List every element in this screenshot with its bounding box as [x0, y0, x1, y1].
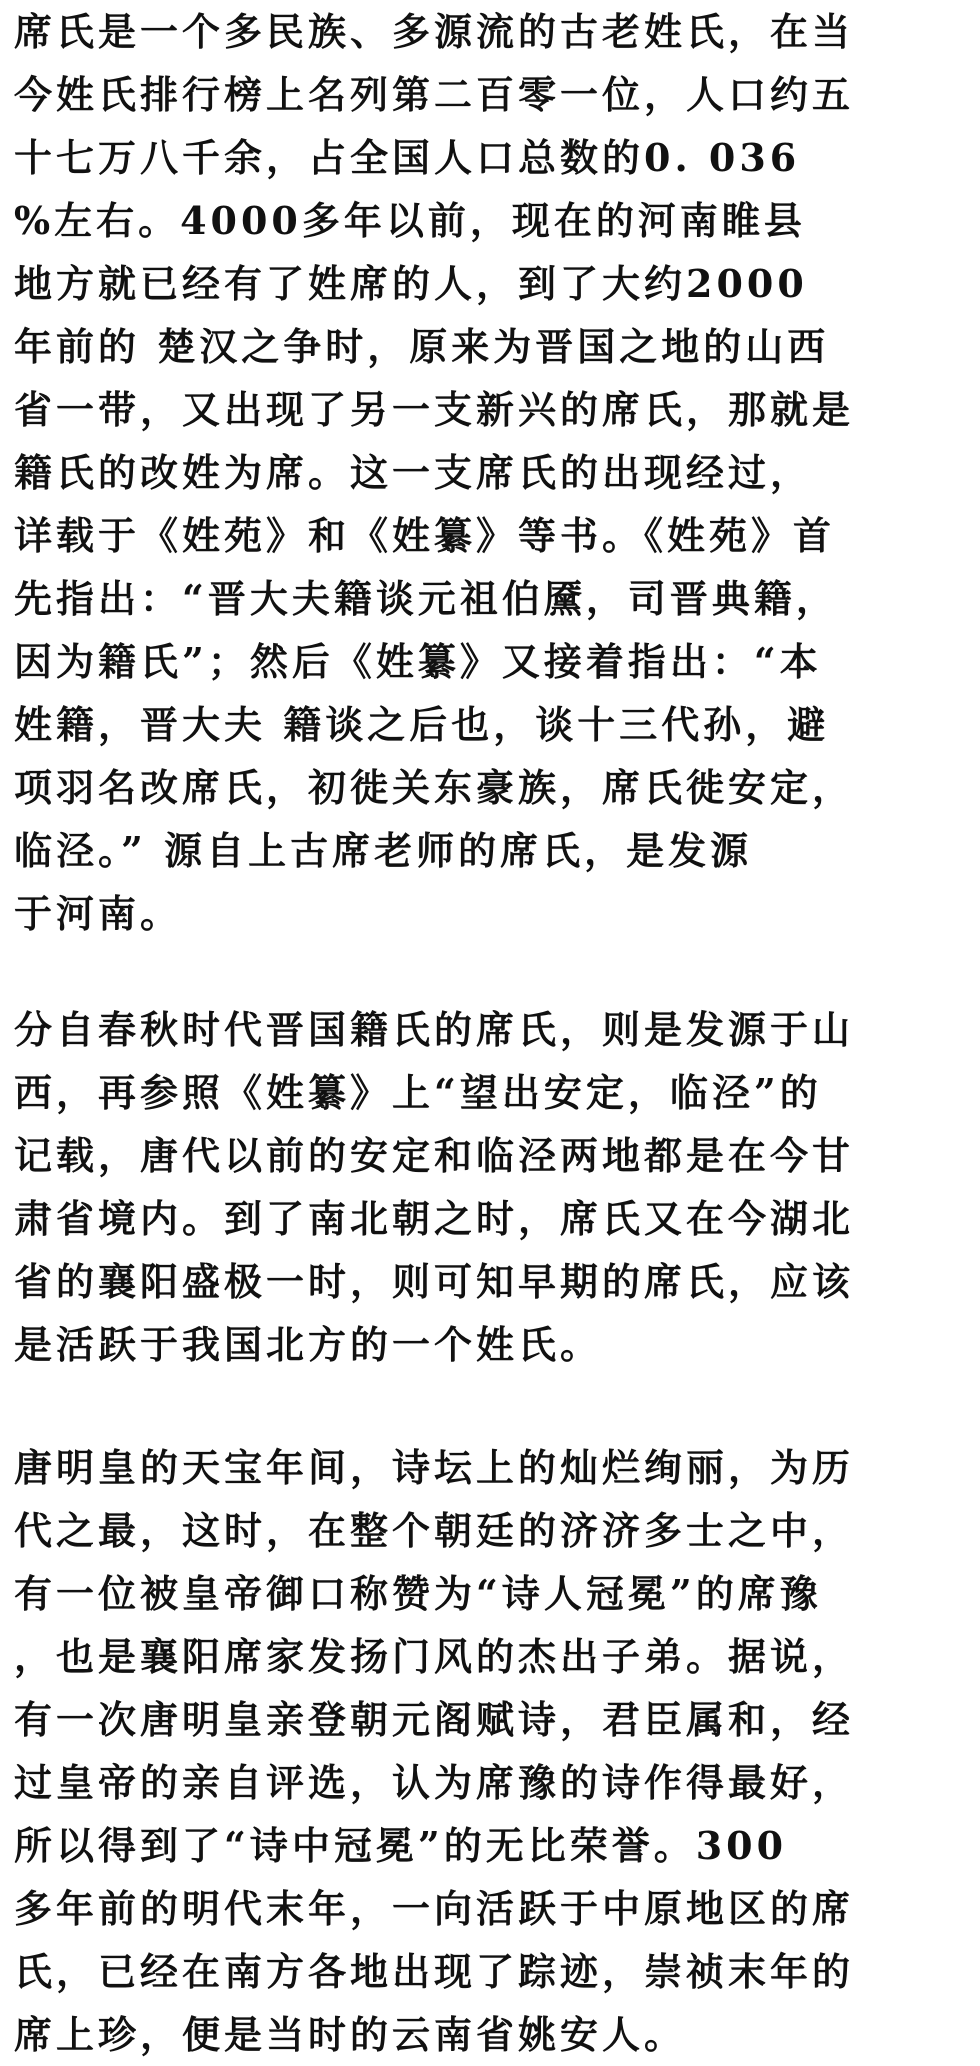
- text-line: 多年前的明代末年，一向活跃于中原地区的席: [14, 1886, 855, 1931]
- text-line: 分自春秋时代晋国籍氏的席氏，则是发源于山: [14, 1007, 855, 1052]
- text-line: 姓籍，晋大夫 籍谈之后也，谈十三代孙，避: [14, 702, 830, 747]
- text-line: 代之最，这时，在整个朝廷的济济多士之中，: [14, 1508, 855, 1553]
- text-line: 肃省境内。到了南北朝之时，席氏又在今湖北: [14, 1196, 855, 1241]
- text-line: 席上珍，便是当时的云南省姚安人。: [14, 2012, 687, 2057]
- text-line: 临泾。” 源自上古席老师的席氏，是发源: [14, 828, 753, 873]
- text-line: 十七万八千余，占全国人口总数的0. 036: [14, 135, 801, 180]
- text-line: 于河南。: [14, 891, 183, 936]
- text-line: 所以得到了“诗中冠冕”的无比荣誉。300: [14, 1823, 788, 1868]
- text-line: 过皇帝的亲自评选，认为席豫的诗作得最好，: [14, 1760, 855, 1805]
- text-line: 氏，已经在南方各地出现了踪迹，崇祯末年的: [14, 1949, 855, 1994]
- paragraph-spring-autumn-branch: [14, 998, 966, 1376]
- text-line: 唐明皇的天宝年间，诗坛上的灿烂绚丽，为历: [14, 1445, 855, 1490]
- text-line: 席氏是一个多民族、多源流的古老姓氏，在当: [14, 9, 855, 54]
- text-line: 因为籍氏”；然后《姓纂》又接着指出：“本: [14, 639, 822, 684]
- text-line: 有一位被皇帝御口称赞为“诗人冠冕”的席豫: [14, 1571, 822, 1616]
- text-line: 籍氏的改姓为席。这一支席氏的出现经过，: [14, 450, 813, 495]
- paragraph-tang-dynasty: [14, 1436, 966, 2066]
- text-line: 有一次唐明皇亲登朝元阁赋诗，君臣属和，经: [14, 1697, 855, 1742]
- text-line: %左右。4000多年以前，现在的河南睢县: [14, 198, 806, 243]
- text-line: 先指出：“晋大夫籍谈元祖伯黡，司晋典籍，: [14, 576, 838, 621]
- text-line: ，也是襄阳席家发扬门风的杰出子弟。据说，: [14, 1634, 855, 1679]
- text-line: 地方就已经有了姓席的人，到了大约2000: [14, 261, 808, 306]
- text-line: 西，再参照《姓纂》上“望出安定，临泾”的: [14, 1070, 822, 1115]
- text-line: 年前的 楚汉之争时，原来为晋国之地的山西: [14, 324, 830, 369]
- text-line: 是活跃于我国北方的一个姓氏。: [14, 1322, 603, 1367]
- text-line: 省一带，又出现了另一支新兴的席氏，那就是: [14, 387, 855, 432]
- text-line: 省的襄阳盛极一时，则可知早期的席氏，应该: [14, 1259, 855, 1304]
- text-line: 项羽名改席氏，初徙关东豪族，席氏徙安定，: [14, 765, 855, 810]
- text-line: 详载于《姓苑》和《姓纂》等书。《姓苑》首: [14, 513, 836, 558]
- text-line: 记载，唐代以前的安定和临泾两地都是在今甘: [14, 1133, 855, 1178]
- text-line: 今姓氏排行榜上名列第二百零一位，人口约五: [14, 72, 855, 117]
- paragraph-origin: [14, 0, 966, 945]
